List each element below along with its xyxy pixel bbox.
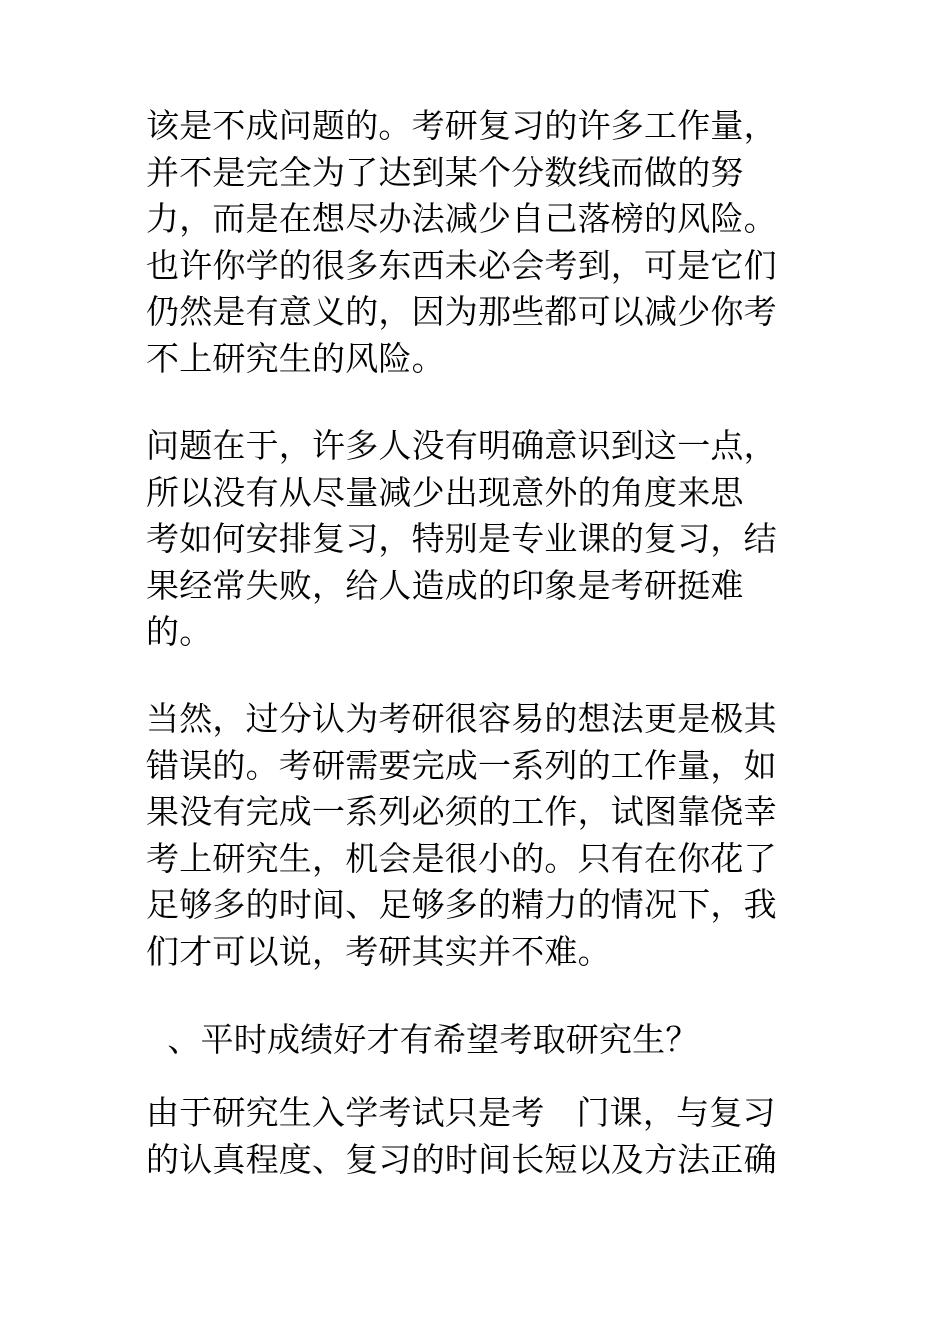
text-line: 果没有完成一系列必须的工作，试图靠侥幸 (146, 792, 777, 831)
text-line: 问题在于，许多人没有明确意识到这一点， (146, 426, 777, 465)
text-line: 仍然是有意义的，因为那些都可以减少你考 (146, 292, 777, 331)
paragraph-3 (146, 696, 826, 975)
paragraph-5 (146, 1090, 826, 1183)
text-line: 的认真程度、复习的时间长短以及方法正确 (146, 1139, 777, 1179)
text-line: 当然，过分认为考研很容易的想法更是极其 (146, 699, 777, 738)
text-line: 错误的。考研需要完成一系列的工作量，如 (146, 745, 777, 785)
section-heading (146, 1017, 826, 1064)
text-line: 足够多的时间、足够多的精力的情况下，我 (146, 885, 777, 924)
text-line: 由于研究生入学考试只是考 门课，与复习 (146, 1093, 776, 1132)
text-line: 的。 (146, 612, 213, 651)
text-line: 果经常失败，给人造成的印象是考研挺难 (146, 565, 744, 605)
text-line: 们才可以说，考研其实并不难。 (146, 931, 611, 971)
text-line: 所以没有从尽量减少出现意外的角度来思 (146, 472, 744, 512)
text-line: 考上研究生，机会是很小的。只有在你花了 (146, 838, 777, 878)
text-line: 也许你学的很多东西未必会考到，可是它们 (146, 245, 777, 285)
text-line: 不上研究生的风险。 (146, 338, 445, 378)
text-line: 并不是完全为了达到某个分数线而做的努 (146, 152, 744, 192)
paragraph-1 (146, 103, 826, 382)
paragraph-2 (146, 423, 826, 656)
text-line: 考如何安排复习，特别是专业课的复习，结 (146, 519, 777, 558)
text-line: 该是不成问题的。考研复习的许多工作量， (146, 106, 777, 145)
heading-line: 、平时成绩好才有希望考取研究生？ (146, 1020, 699, 1059)
text-line: 力，而是在想尽办法减少自己落榜的风险。 (146, 199, 777, 238)
